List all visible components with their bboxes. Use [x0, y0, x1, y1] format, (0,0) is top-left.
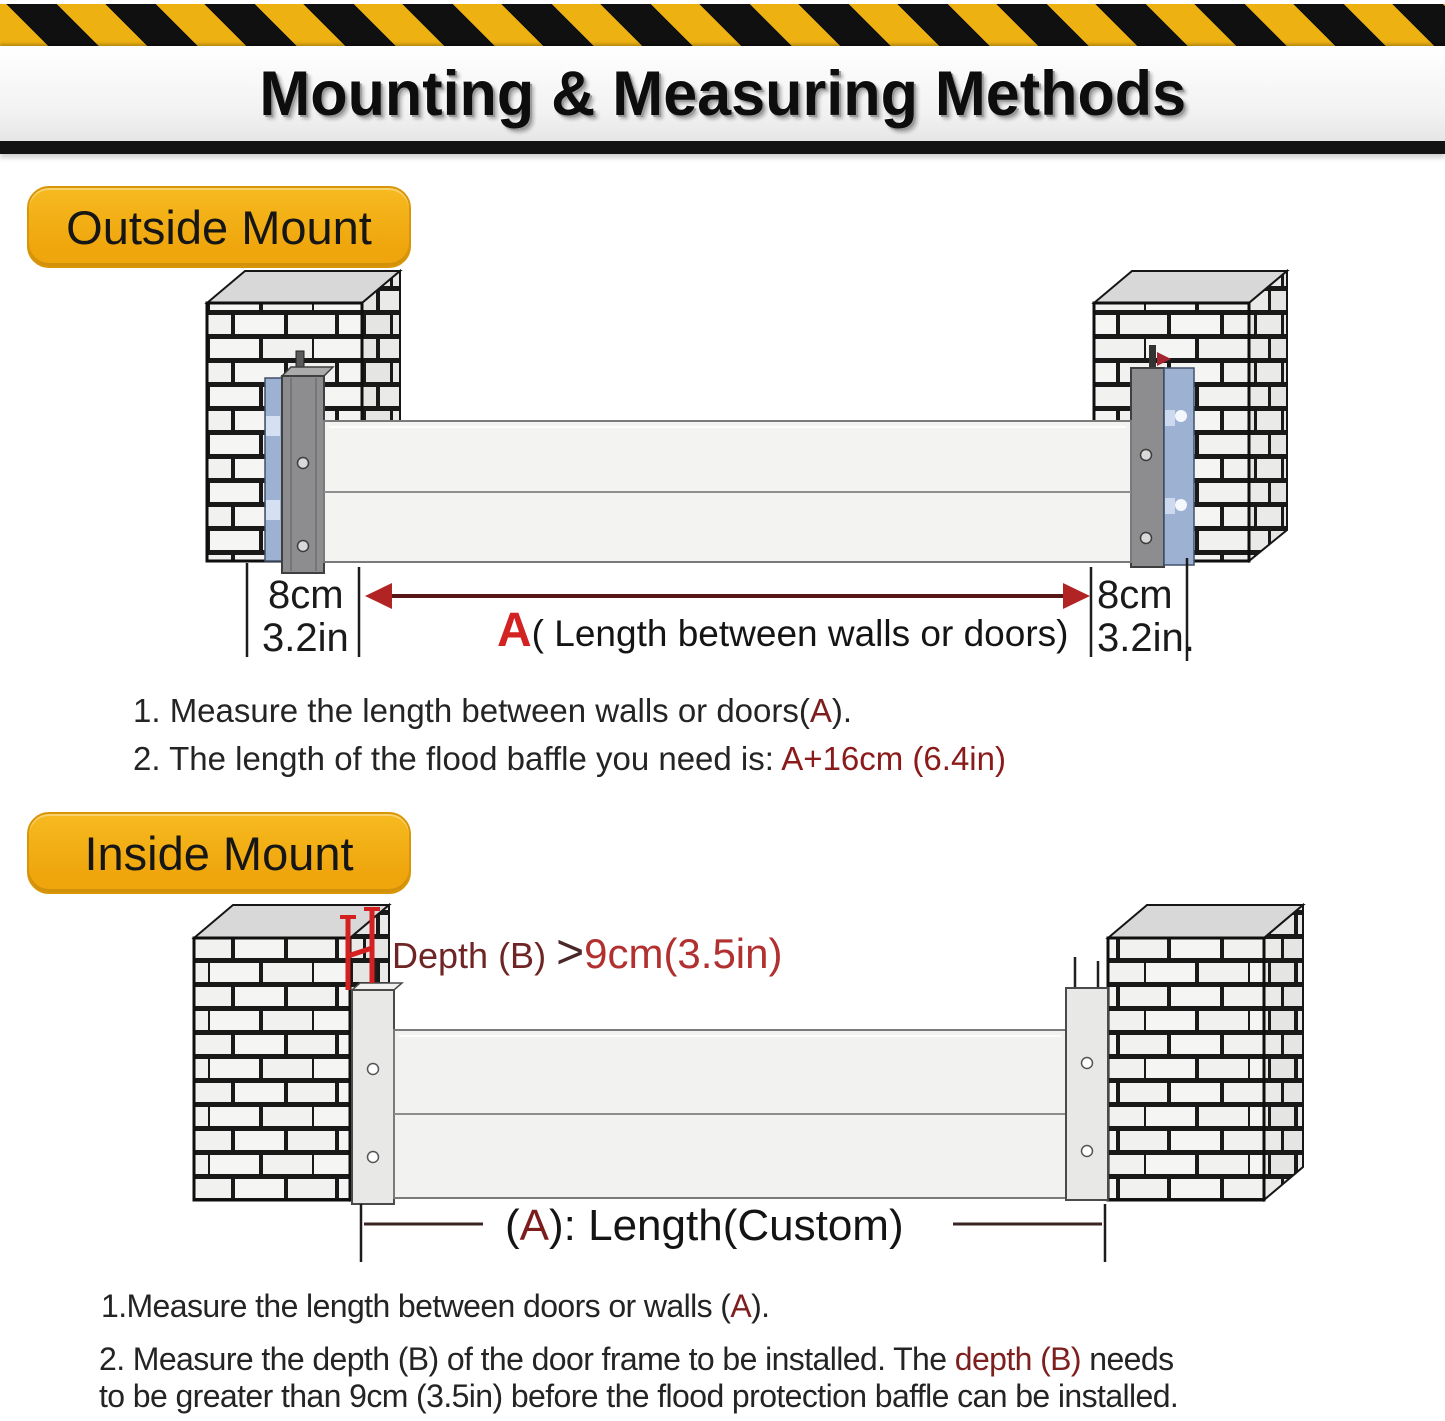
dim-right-in: 3.2in.: [1097, 616, 1195, 660]
outside-mount-badge-label: Outside Mount: [66, 200, 372, 254]
seal-strip: [265, 378, 282, 561]
outside-mount-diagram: [0, 260, 1445, 680]
screw-hole: [1141, 450, 1152, 461]
arrow-head-left-icon: [365, 583, 392, 609]
screw-hole: [368, 1152, 379, 1163]
inside-mount-badge: [27, 812, 411, 894]
screw-hole: [1082, 1058, 1093, 1069]
inside-mount-badge-label: Inside Mount: [84, 826, 354, 880]
screw-hole: [1082, 1146, 1093, 1157]
inside-flood-barrier-panel: [394, 1030, 1066, 1198]
seal-highlight: [1165, 498, 1175, 514]
seal-strip: [1164, 368, 1194, 565]
outside-right-channel: [1131, 345, 1194, 567]
inside-step-2: 2. Measure the depth (B) of the door frame to be installed. The depth (B) needs to be greater than 9cm (3.5in) before the flood protection baffle can be installed.: [99, 1341, 1179, 1414]
seal-dot: [1175, 410, 1187, 422]
depth-label: Depth (B) >9cm(3.5in): [392, 926, 783, 979]
inside-right-pillar: [1108, 905, 1303, 1200]
inside-step-1: 1.Measure the length between doors or walls (A).: [101, 1288, 770, 1324]
span-length-label: A( Length between walls or doors): [497, 604, 1069, 657]
outside-left-channel: [265, 351, 333, 573]
bracket-top-face: [352, 983, 402, 990]
dim-left-in: 3.2in: [262, 616, 349, 660]
pillar-front-face: [1108, 938, 1264, 1200]
outside-measurements: [247, 558, 1195, 661]
outside-step-2: 2. The length of the flood baffle you need is: A+16cm (6.4in): [133, 740, 1006, 777]
pillar-side-face: [1249, 271, 1287, 561]
mounting-bracket: [352, 990, 394, 1204]
screw-hole: [368, 1064, 379, 1075]
seal-highlight: [266, 500, 280, 520]
banner-divider: [0, 141, 1445, 154]
seal-highlight: [1165, 410, 1175, 426]
mounting-bracket: [1066, 988, 1108, 1200]
anchor-pin: [1149, 345, 1156, 368]
seal-highlight: [266, 416, 280, 436]
inside-mount-diagram: [0, 895, 1445, 1275]
screw-hole: [298, 458, 309, 469]
seal-dot: [1175, 499, 1187, 511]
title-band: [0, 46, 1445, 141]
bracket-top-face: [282, 367, 333, 376]
dim-left-cm: 8cm: [268, 573, 344, 617]
screw-hole: [298, 541, 309, 552]
dim-right-cm: 8cm: [1097, 573, 1173, 617]
pillar-side-face: [1264, 905, 1303, 1200]
length-label: (A): Length(Custom): [505, 1201, 904, 1250]
inside-measurements: [361, 1201, 1105, 1262]
page-title: Mounting & Measuring Methods: [259, 58, 1186, 129]
screw-hole: [1141, 533, 1152, 544]
arrow-head-right-icon: [1063, 583, 1090, 609]
outside-flood-barrier-panel: [324, 421, 1131, 562]
inside-right-bracket: [1066, 957, 1108, 1200]
outside-mount-badge: [27, 186, 411, 268]
hazard-stripes: [0, 4, 1445, 46]
outside-step-1: 1. Measure the length between walls or doors(A).: [133, 692, 853, 729]
pillar-front-face: [194, 938, 350, 1200]
